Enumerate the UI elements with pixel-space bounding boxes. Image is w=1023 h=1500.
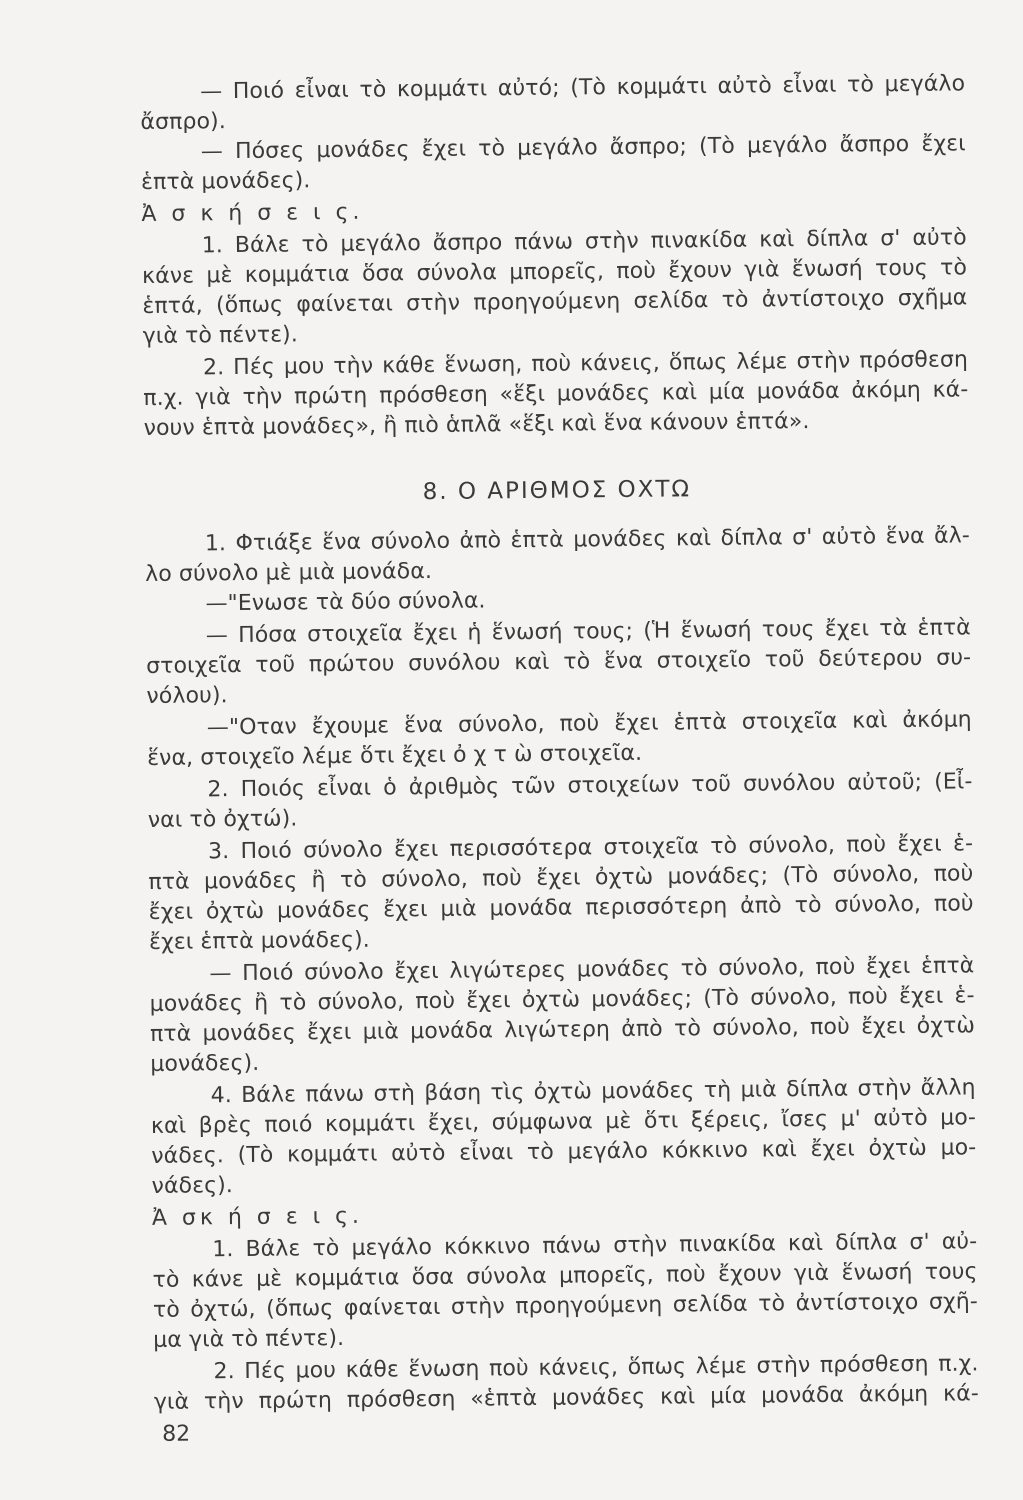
text-line: 1. Βάλε τὸ μεγάλο ἄσπρο πάνω στὴν πινακίδα καὶ δίπλα σ' αὐτὸ [201,225,967,259]
text-line: νόλου). [146,683,228,709]
text-line: 2. Πές μου κάθε ἕνωση ποὺ κάνεις, ὅπως λέμε στὴν πρόσθεση π.χ. [213,1351,979,1385]
text-line: π.χ. γιὰ τὴν πρώτη πρόσθεση «ἕξι μονάδες καὶ μία μονάδα ἀκόμη κά- [143,377,969,411]
text-line: — Πόσα στοιχεῖα ἔχει ἡ ἕνωσή τους; (Ἡ ἕνωσή τους ἔχει τὰ ἑπτὰ [205,615,971,649]
text-line: τὸ κάνε μὲ κομμάτια ὅσα σύνολα μπορεῖς, ποὺ ἔχουν γιὰ ἕνωσή τους [152,1259,978,1293]
text-line: ἑπτὰ μονάδες). [140,168,311,195]
text-line: ἔχει ὀχτὼ μονάδες ἔχει μιὰ μονάδα περισσότερη ἀπὸ τὸ σύνολο, ποὺ [148,891,974,925]
text-line: ἑπτά, (ὅπως φαίνεται στὴν προηγούμενη σελίδα τὸ ἀντίστοιχο σχῆμα [142,285,968,319]
text-line: 2. Πές μου τὴν κάθε ἕνωση, ποὺ κάνεις, ὅπως λέμε στὴν πρόσθεση [202,347,969,381]
text-line: πτὰ μονάδες ἢ τὸ σύνολο, ποὺ ἔχει ὀχτὼ μονάδες; (Τὸ σύνολο, ποὺ [148,861,974,895]
text-line: κάνε μὲ κομμάτια ὅσα σύνολα μπορεῖς, ποὺ ἔχουν γιὰ ἕνωσή τους τὸ [141,255,968,289]
text-line: ναι τὸ ὀχτώ). [147,806,298,833]
text-line: —"Οταν ἔχουμε ἕνα σύνολο, ποὺ ἔχει ἑπτὰ στοιχεῖα καὶ ἀκόμη [206,707,972,741]
text-line: —"Ενωσε τὰ δύο σύνολα. [205,588,486,617]
exercises-heading: Ἀ σκ ή σ ε ι ς. [151,1203,364,1231]
text-line: 2. Ποιός εἶναι ὁ ἀριθμὸς τῶν στοιχείων τοῦ συνόλου αὐτοῦ; (Εἶ- [207,769,973,803]
section-title: 8. Ο ΑΡΙΘΜΟΣ ΟΧΤΩ [422,476,692,506]
exercises-heading: Ἀ σ κ ή σ ε ι ς. [141,199,364,227]
text-line: νουν ἑπτὰ μονάδες», ἢ πιὸ ἁπλᾶ «ἕξι καὶ ἕνα κάνουν ἑπτά». [143,409,810,441]
text-line: νάδες). [151,1173,234,1199]
text-line: στοιχεῖα τοῦ πρώτου συνόλου καὶ τὸ ἕνα στοιχεῖο τοῦ δεύτερου συ- [146,645,972,679]
text-line: — Ποιό εἶναι τὸ κομμάτι αὐτό; (Τὸ κομμάτι αὐτὸ εἶναι τὸ μεγάλο [200,71,966,105]
text-line: πτὰ μονάδες ἔχει μιὰ μονάδα λιγώτερη ἀπὸ τὸ σύνολο, ποὺ ἔχει ὀχτὼ [149,1013,976,1047]
text-line: νάδες. (Τὸ κομμάτι αὐτὸ εἶναι τὸ μεγάλο κόκκινο καὶ ἔχει ὀχτὼ μο- [151,1135,977,1169]
text-line: ἄσπρο). [140,109,226,135]
text-line: 1. Βάλε τὸ μεγάλο κόκκινο πάνω στὴν πινακίδα καὶ δίπλα σ' αὐ- [212,1229,978,1263]
text-line: — Ποιό σύνολο ἔχει λιγώτερες μονάδες τὸ σύνολο, ποὺ ἔχει ἑπτὰ [209,953,975,987]
text-line: 4. Βάλε πάνω στὴ βάση τὶς ὀχτὼ μονάδες τὴ μιὰ δίπλα στὴν ἄλλη [210,1075,976,1109]
text-line: μα γιὰ τὸ πέντε). [153,1325,345,1353]
text-line: — Πόσες μονάδες ἔχει τὸ μεγάλο ἄσπρο; (Τὸ μεγάλο ἄσπρο ἔχει [200,131,966,165]
text-line: γιὰ τὴν πρώτη πρόσθεση «ἑπτὰ μονάδες καὶ μία μονάδα ἀκόμη κά- [153,1381,979,1415]
book-page [140,69,980,1478]
text-line: λο σύνολο μὲ μιὰ μονάδα. [145,558,433,587]
text-line: γιὰ τὸ πέντε). [142,322,299,349]
text-line: ἔχει ἑπτὰ μονάδες). [148,927,370,955]
text-line: ἕνα, στοιχεῖο λέμε ὅτι ἔχει ὀ χ τ ὼ στοιχεῖα. [146,740,643,771]
text-line: καὶ βρὲς ποιό κομμάτι ἔχει, σύμφωνα μὲ ὅτι ξέρεις, ἴσες μ' αὐτὸ μο- [150,1105,977,1139]
page-number: 82 [162,1421,191,1447]
text-line: 1. Φτιάξε ἕνα σύνολο ἀπὸ ἑπτὰ μονάδες καὶ δίπλα σ' αὐτὸ ἕνα ἄλ- [204,523,970,557]
text-line: 3. Ποιό σύνολο ἔχει περισσότερα στοιχεῖα τὸ σύνολο, ποὺ ἔχει ἑ- [207,831,974,865]
text-line: τὸ ὀχτώ, (ὅπως φαίνεται στὴν προηγούμενη σελίδα τὸ ἀντίστοιχο σχῆ- [152,1289,978,1323]
text-line: μονάδες ἢ τὸ σύνολο, ποὺ ἔχει ὀχτὼ μονάδες; (Τὸ σύνολο, ποὺ ἔχει ἑ- [149,983,975,1017]
text-line: μονάδες). [150,1050,260,1077]
